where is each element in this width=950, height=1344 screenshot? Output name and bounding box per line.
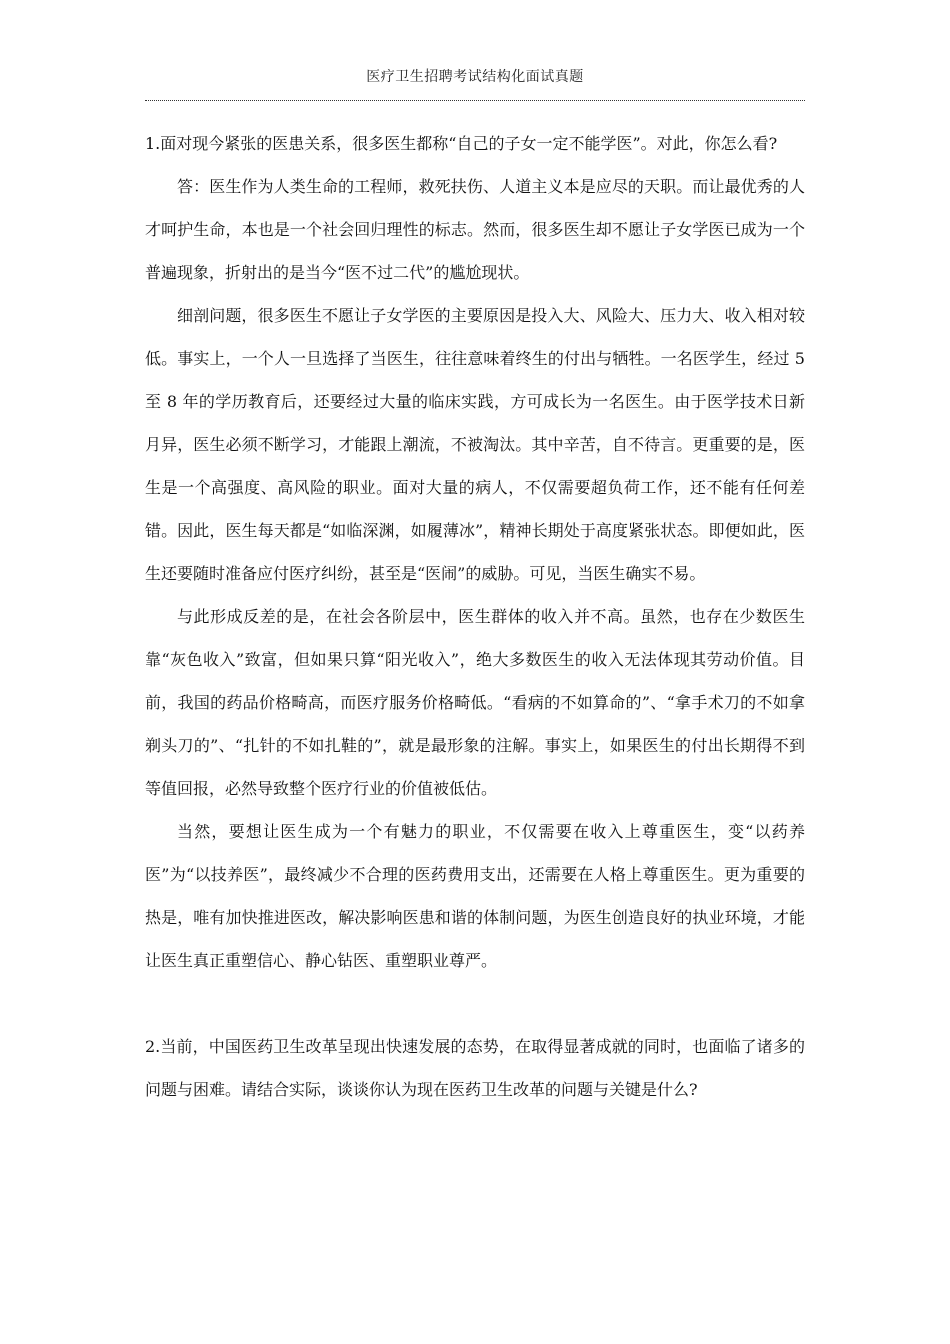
question-1: 1.面对现今紧张的医患关系，很多医生都称“自己的子女一定不能学医”。对此，你怎么看? [145, 134, 778, 153]
page-header-title: 医疗卫生招聘考试结构化面试真题 [366, 69, 584, 85]
answer-1-paragraph-4: 当然，要想让医生成为一个有魅力的职业，不仅需要在收入上尊重医生，变“以药养医”为“以技养医”，最终减少不合理的医药费用支出，还需要在人格上尊重医生。更为重要的热是，唯有加快推进医改，解决影响医患和谐的体制问题，为医生创造良好的执业环境，才能让医生真正重塑信心、静心钻医、重塑职业尊严。 [145, 822, 805, 970]
answer-1-paragraph-3: 与此形成反差的是，在社会各阶层中，医生群体的收入并不高。虽然，也存在少数医生靠“灰色收入”致富，但如果只算“阳光收入”，绝大多数医生的收入无法体现其劳动价值。目前，我国的药品价格畸高，而医疗服务价格畸低。“看病的不如算命的”、“拿手术刀的不如拿剃头刀的”、“扎针的不如扎鞋的”，就是最形象的注解。事实上，如果医生的付出长期得不到等值回报，必然导致整个医疗行业的价值被低估。 [145, 607, 805, 798]
answer-1-paragraph-1: 答：医生作为人类生命的工程师，救死扶伤、人道主义本是应尽的天职。而让最优秀的人才呵护生命，本也是一个社会回归理性的标志。然而，很多医生却不愿让子女学医已成为一个普遍现象，折射出的是当今“医不过二代”的尴尬现状。 [145, 177, 805, 282]
header-dotted-divider [145, 100, 805, 101]
question-2: 2.当前，中国医药卫生改革呈现出快速发展的态势，在取得显著成就的同时，也面临了诸多的问题与困难。请结合实际，谈谈你认为现在医药卫生改革的问题与关键是什么? [145, 1037, 805, 1099]
document-body [145, 122, 805, 1111]
answer-1-paragraph-2: 细剖问题，很多医生不愿让子女学医的主要原因是投入大、风险大、压力大、收入相对较低。事实上，一个人一旦选择了当医生，往往意味着终生的付出与牺牲。一名医学生，经过 5 至 8 年的学历教育后，还要经过大量的临床实践，方可成长为一名医生。由于医学技术日新月异，医生必须不断学习，才能跟上潮流，不被淘汰。其中辛苦，自不待言。更重要的是，医生是一个高强度、高风险的职业。面对大量的病人，不仅需要超负荷工作，还不能有任何差错。因此，医生每天都是“如临深渊，如履薄冰”，精神长期处于高度紧张状态。即便如此，医生还要随时准备应付医疗纠纷，甚至是“医闹”的威胁。可见，当医生确实不易。 [145, 306, 805, 583]
